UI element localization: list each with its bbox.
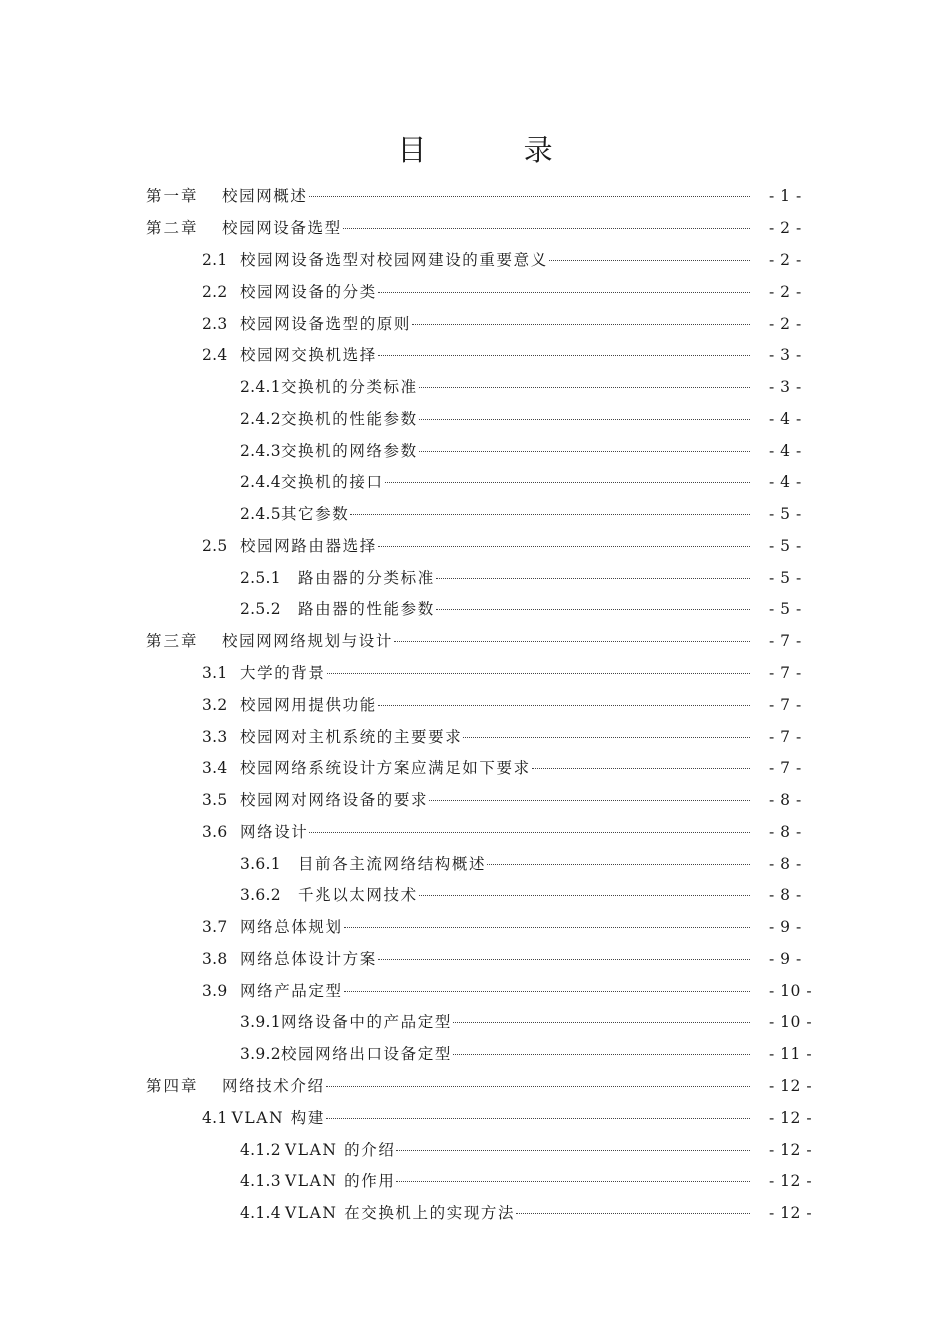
toc-text: 网络设计 — [240, 823, 309, 841]
toc-text: 校园网对网络设备的要求 — [240, 791, 429, 809]
toc-entry[interactable] — [202, 756, 752, 780]
toc-page: - 2 - — [769, 219, 802, 237]
toc-text: 校园网设备的分类 — [240, 283, 377, 301]
toc-page: - 4 - — [769, 473, 802, 491]
dot-leader — [412, 324, 750, 325]
dot-leader — [385, 482, 750, 483]
toc-page: - 7 - — [769, 759, 802, 777]
toc-page: - 10 - — [769, 1013, 813, 1031]
toc-number: 2.4.4 — [240, 473, 281, 491]
toc-entry[interactable] — [202, 312, 752, 336]
toc-entry[interactable] — [240, 502, 752, 526]
toc-entry[interactable] — [202, 979, 752, 1003]
toc-number: 2.5 — [202, 537, 228, 555]
toc-number: 2.2 — [202, 283, 228, 301]
toc-text: 校园网路由器选择 — [240, 537, 377, 555]
toc-entry[interactable] — [202, 915, 752, 939]
dot-leader — [419, 895, 750, 896]
toc-number: 2.5.1 — [240, 569, 281, 587]
dot-leader — [350, 514, 750, 515]
toc-number: 3.8 — [202, 950, 228, 968]
toc-text: 交换机的分类标准 — [280, 378, 418, 396]
toc-number: 3.2 — [202, 696, 228, 714]
dot-leader — [429, 800, 750, 801]
dot-leader — [343, 228, 750, 229]
dot-leader — [396, 1181, 750, 1182]
toc-number: 2.4 — [202, 346, 228, 364]
toc-entry[interactable] — [202, 248, 752, 272]
dot-leader — [378, 546, 750, 547]
toc-text: 校园网交换机选择 — [240, 346, 377, 364]
dot-leader — [453, 1054, 750, 1055]
toc-entry[interactable] — [202, 343, 752, 367]
dot-leader — [463, 737, 750, 738]
toc-entry[interactable] — [202, 788, 752, 812]
toc-number: 第一章 — [146, 187, 199, 205]
toc-number: 2.4.2 — [240, 410, 281, 428]
dot-leader — [419, 451, 750, 452]
toc-page: - 8 - — [769, 855, 802, 873]
dot-leader — [309, 196, 750, 197]
toc-page: - 5 - — [769, 505, 802, 523]
toc-text: 交换机的性能参数 — [280, 410, 418, 428]
toc-page: - 12 - — [769, 1077, 813, 1095]
toc-text: 校园网网络规划与设计 — [222, 632, 394, 650]
toc-text: 校园网设备选型对校园网建设的重要意义 — [240, 251, 548, 269]
toc-entry[interactable] — [240, 883, 752, 907]
toc-page: - 8 - — [769, 886, 802, 904]
dot-leader — [378, 292, 750, 293]
toc-page: - 5 - — [769, 600, 802, 618]
toc-page: - 12 - — [769, 1204, 813, 1222]
toc-number: 3.7 — [202, 918, 228, 936]
toc-entry[interactable] — [240, 852, 752, 876]
toc-entry[interactable] — [202, 820, 752, 844]
toc-page: - 12 - — [769, 1141, 813, 1159]
toc-text: 其它参数 — [280, 505, 350, 523]
dot-leader — [396, 1150, 750, 1151]
toc-text: 校园网用提供功能 — [240, 696, 377, 714]
toc-page: - 2 - — [769, 251, 802, 269]
toc-page: - 1 - — [769, 187, 802, 205]
toc-number: 3.6 — [202, 823, 228, 841]
dot-leader — [419, 387, 750, 388]
toc-page: - 3 - — [769, 378, 802, 396]
toc-entry[interactable] — [240, 1169, 752, 1193]
toc-page: - 12 - — [769, 1109, 813, 1127]
toc-number: 3.3 — [202, 728, 228, 746]
dot-leader — [394, 641, 750, 642]
toc-number: 3.9 — [202, 982, 228, 1000]
toc-entry[interactable] — [146, 629, 752, 653]
toc-page: - 7 - — [769, 632, 802, 650]
toc-page: - 7 - — [769, 664, 802, 682]
toc-page: - 9 - — [769, 950, 802, 968]
toc-entry[interactable] — [202, 725, 752, 749]
dot-leader — [453, 1022, 750, 1023]
toc-title: 目 录 — [397, 133, 597, 167]
toc-number: 3.1 — [202, 664, 228, 682]
dot-leader — [327, 673, 750, 674]
dot-leader — [436, 578, 750, 579]
toc-number: 第三章 — [146, 632, 199, 650]
dot-leader — [549, 260, 750, 261]
toc-page: - 12 - — [769, 1172, 813, 1190]
toc-page: - 2 - — [769, 315, 802, 333]
toc-text: 校园网概述 — [222, 187, 308, 205]
toc-page: - 8 - — [769, 791, 802, 809]
toc-text: 路由器的性能参数 — [298, 600, 435, 618]
toc-number: 第二章 — [146, 219, 199, 237]
toc-entry[interactable] — [202, 661, 752, 685]
toc-text: VLAN 构建 — [231, 1109, 325, 1127]
toc-text: 校园网络出口设备定型 — [280, 1045, 452, 1063]
toc-text: 交换机的网络参数 — [280, 442, 418, 460]
toc-page: - 7 - — [769, 728, 802, 746]
toc-number: 3.6.1 — [240, 855, 281, 873]
toc-entry[interactable] — [240, 1138, 752, 1162]
toc-text: 大学的背景 — [240, 664, 326, 682]
toc-page: - 7 - — [769, 696, 802, 714]
toc-entry[interactable] — [240, 1010, 752, 1034]
dot-leader — [326, 1086, 750, 1087]
toc-text: 交换机的接口 — [280, 473, 384, 491]
toc-page: - 5 - — [769, 569, 802, 587]
toc-text: 网络总体设计方案 — [240, 950, 377, 968]
toc-entry[interactable] — [146, 216, 752, 240]
toc-page: - 5 - — [769, 537, 802, 555]
toc-text: VLAN 的作用 — [284, 1172, 396, 1190]
toc-text: VLAN 的介绍 — [284, 1141, 396, 1159]
toc-text: 目前各主流网络结构概述 — [298, 855, 487, 873]
dot-leader — [516, 1213, 750, 1214]
toc-text: 校园网设备选型的原则 — [240, 315, 412, 333]
toc-entry[interactable] — [240, 375, 752, 399]
toc-number: 4.1.4 — [240, 1204, 281, 1222]
toc-number: 2.3 — [202, 315, 228, 333]
toc-entry[interactable] — [146, 184, 752, 208]
toc-number: 第四章 — [146, 1077, 199, 1095]
toc-text: 网络设备中的产品定型 — [280, 1013, 452, 1031]
dot-leader — [344, 991, 750, 992]
toc-text: 校园网对主机系统的主要要求 — [240, 728, 463, 746]
toc-entry[interactable] — [240, 470, 752, 494]
toc-page: - 8 - — [769, 823, 802, 841]
toc-number: 2.4.1 — [240, 378, 281, 396]
toc-text: 网络总体规划 — [240, 918, 343, 936]
toc-page: - 10 - — [769, 982, 813, 1000]
dot-leader — [326, 1118, 750, 1119]
toc-entry[interactable] — [202, 1106, 752, 1130]
toc-entry[interactable] — [146, 1074, 752, 1098]
toc-number: 4.1.3 — [240, 1172, 281, 1190]
toc-number: 2.1 — [202, 251, 228, 269]
toc-page: - 11 - — [769, 1045, 813, 1063]
toc-entry[interactable] — [240, 1042, 752, 1066]
toc-page: - 9 - — [769, 918, 802, 936]
toc-page: - 2 - — [769, 283, 802, 301]
dot-leader — [419, 419, 750, 420]
toc-text: 路由器的分类标准 — [298, 569, 435, 587]
toc-number: 2.4.3 — [240, 442, 281, 460]
dot-leader — [378, 355, 750, 356]
toc-text: 校园网络系统设计方案应满足如下要求 — [240, 759, 531, 777]
dot-leader — [378, 705, 750, 706]
toc-entry[interactable] — [202, 534, 752, 558]
toc-entry[interactable] — [240, 1201, 752, 1225]
toc-number: 3.9.2 — [240, 1045, 281, 1063]
toc-text: 网络技术介绍 — [222, 1077, 325, 1095]
dot-leader — [487, 864, 750, 865]
toc-entry[interactable] — [240, 566, 752, 590]
dot-leader — [344, 927, 750, 928]
toc-number: 3.6.2 — [240, 886, 281, 904]
toc-entry[interactable] — [240, 407, 752, 431]
toc-number: 4.1 — [202, 1109, 228, 1127]
toc-number: 3.9.1 — [240, 1013, 281, 1031]
toc-text: 网络产品定型 — [240, 982, 343, 1000]
toc-page: - 4 - — [769, 410, 802, 428]
toc-page: - 3 - — [769, 346, 802, 364]
toc-number: 2.5.2 — [240, 600, 281, 618]
toc-text: 校园网设备选型 — [222, 219, 342, 237]
toc-number: 3.5 — [202, 791, 228, 809]
toc-number: 4.1.2 — [240, 1141, 281, 1159]
toc-entry[interactable] — [240, 597, 752, 621]
dot-leader — [378, 959, 750, 960]
toc-entry[interactable] — [202, 947, 752, 971]
toc-entry[interactable] — [202, 693, 752, 717]
dot-leader — [436, 609, 750, 610]
toc-number: 3.4 — [202, 759, 228, 777]
toc-entry[interactable] — [202, 280, 752, 304]
toc-text: VLAN 在交换机上的实现方法 — [284, 1204, 516, 1222]
dot-leader — [309, 832, 750, 833]
toc-entry[interactable] — [240, 439, 752, 463]
dot-leader — [532, 768, 750, 769]
toc-number: 2.4.5 — [240, 505, 281, 523]
toc-page: - 4 - — [769, 442, 802, 460]
toc-text: 千兆以太网技术 — [298, 886, 418, 904]
